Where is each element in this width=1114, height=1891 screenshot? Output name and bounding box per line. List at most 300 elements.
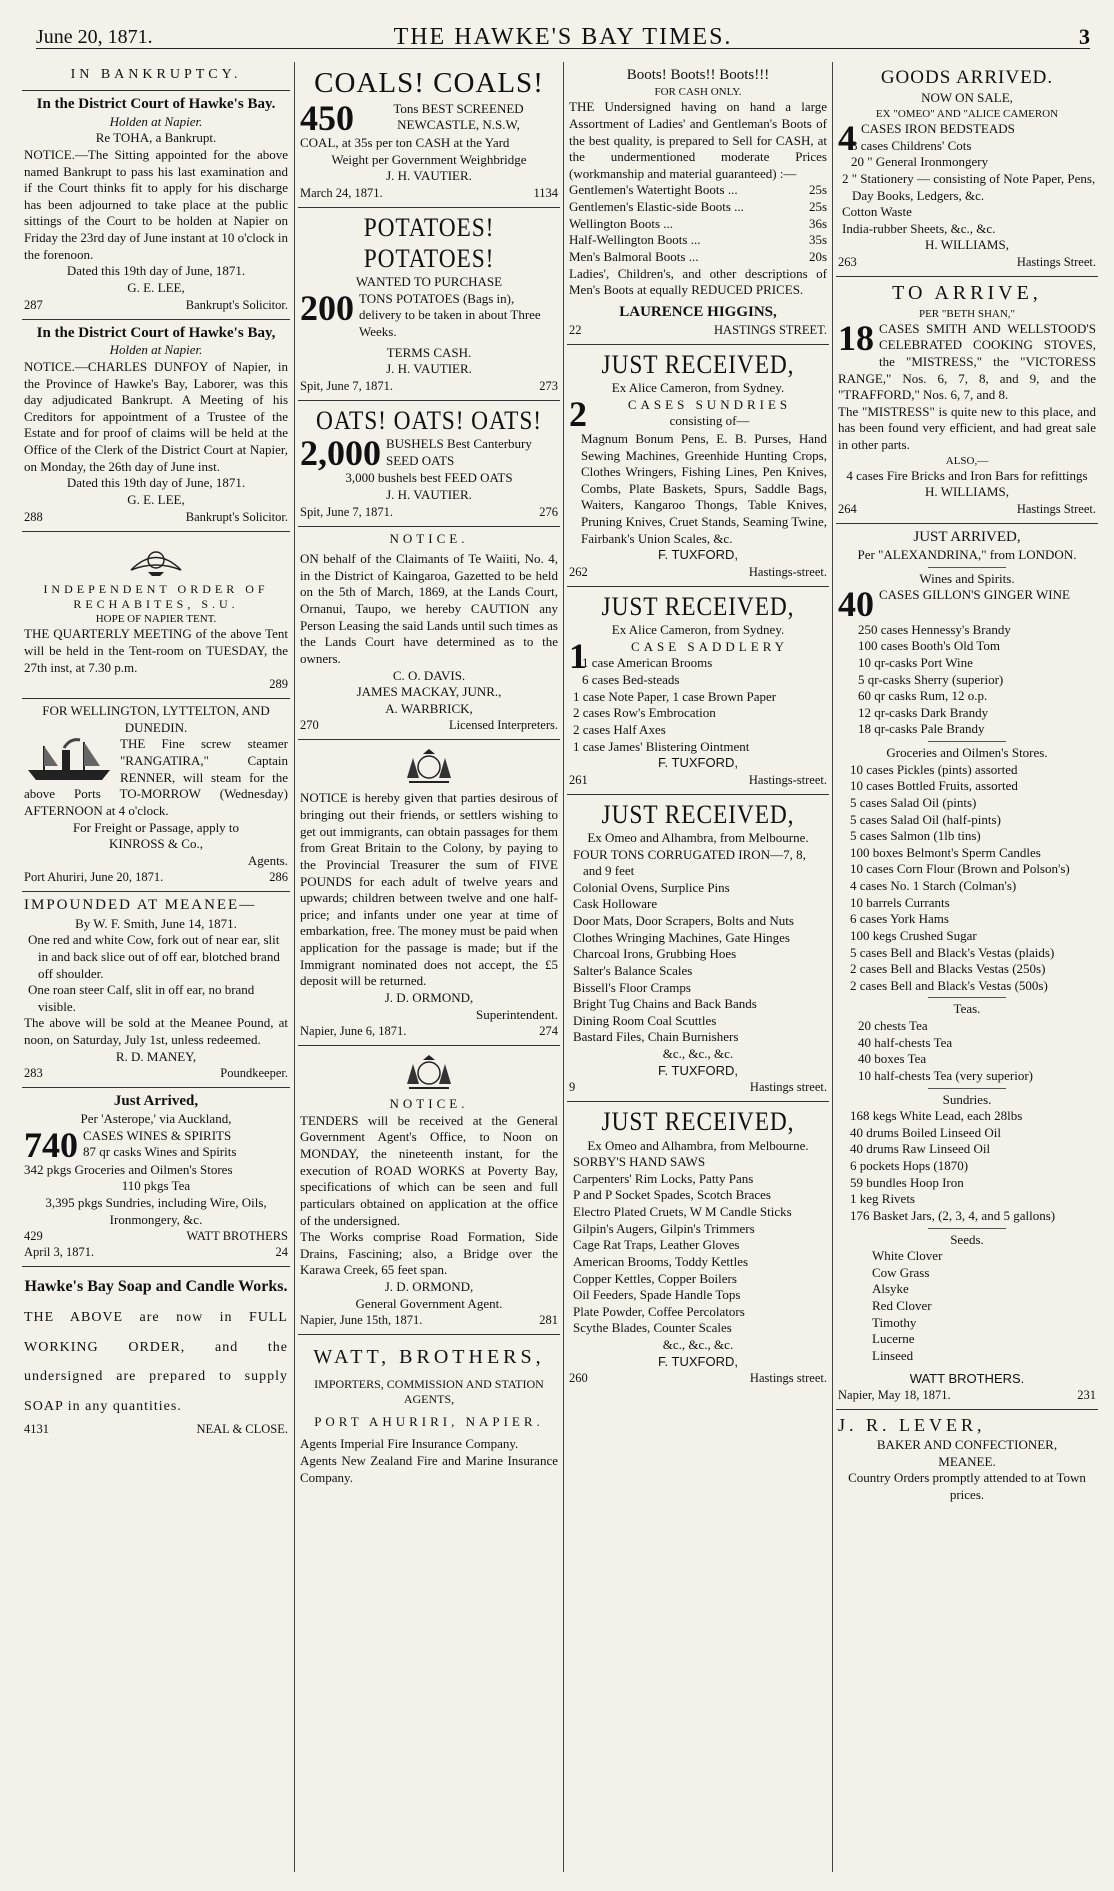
ad-text: TERMS CASH.: [386, 344, 472, 360]
ad-line: 3,395 pkgs Sundries, including Wire, Oils, Ironmongery, &c.: [45, 1195, 267, 1227]
baker-ad: [836, 1410, 1098, 1510]
ad-signer: F. TUXFORD,: [658, 547, 738, 563]
list-item: 10 half-chests Tea (very superior): [858, 1067, 1034, 1083]
list-item: 10 cases Bottled Fruits, assorted: [850, 778, 1018, 794]
list-item: SORBY'S HAND SAWS: [573, 1154, 706, 1170]
ad-signer: J. H. VAUTIER.: [386, 168, 472, 184]
item-list: [838, 1018, 1096, 1085]
item-name: Gentlemen's Watertight Boots ...: [569, 182, 738, 198]
ad-line: 87 qr casks Wines and Spirits: [83, 1144, 237, 1160]
ad-line: consisting of—: [669, 413, 750, 429]
list-item: 168 kegs White Lead, each 28lbs: [850, 1108, 1023, 1124]
ad-date: April 3, 1871.: [24, 1245, 95, 1260]
list-item: Oil Feeders, Spade Handle Tops: [573, 1287, 741, 1303]
impounded-notice: [22, 892, 290, 1088]
list-item: Salter's Balance Scales: [573, 962, 693, 978]
ad-subtitle: FOR CASH ONLY.: [654, 86, 742, 99]
ad-line: 342 pkgs Groceries and Oilmen's Stores: [24, 1161, 233, 1177]
ad-body: Magnum Bonum Pens, E. B. Purses, Hand Sewing Machines, Greenhide Hunting Crops, Clothes Wringers, Fishing Lines, Pen Knives, Combs, Plate Baskets, Spurs, Saddle Bags, Waiters, Kangaroo Thongs, Table Knives, Pruning Knives, Cruet Stands, Seaming Twine, Fairbank's Union Scales, &c.: [581, 430, 827, 546]
page-number: 3: [1079, 24, 1090, 49]
column-1: [22, 62, 290, 1872]
list-item: India-rubber Sheets, &c., &c.: [842, 220, 996, 236]
section-heading: Teas.: [953, 1001, 981, 1017]
ad-number: 1134: [533, 185, 558, 200]
list-item: 10 cases Pickles (pints) assorted: [850, 761, 1018, 777]
list-item: American Brooms, Toddy Kettles: [573, 1253, 749, 1269]
ad-date: Napier, June 15th, 1871.: [300, 1313, 423, 1328]
ad-number: 429: [24, 1229, 43, 1244]
ad-subtitle: By W. F. Smith, June 14, 1871.: [75, 915, 237, 931]
ad-title: NOTICE.: [389, 530, 469, 546]
royal-arms-icon: [399, 748, 459, 786]
list-item: Colonial Ovens, Surplice Pins: [573, 879, 730, 895]
ad-number: 264: [838, 502, 857, 517]
ad-line: Agents New Zealand Fire and Marine Insurance Company.: [300, 1452, 558, 1485]
ad-big-number: 200: [300, 287, 354, 328]
just-received-saws: [567, 1102, 829, 1392]
list-item: Copper Kettles, Copper Boilers: [573, 1270, 737, 1286]
ad-subtitle: BAKER AND CONFECTIONER,: [876, 1437, 1058, 1453]
price-row: [569, 249, 827, 266]
list-item: Bright Tug Chains and Back Bands: [573, 996, 757, 1012]
ad-signer: C. O. DAVIS.: [392, 667, 466, 683]
just-arrived-watt: [22, 1088, 290, 1267]
list-item: 5 cases Salad Oil (pints): [850, 794, 977, 810]
ad-number: 270: [300, 718, 319, 733]
just-received-sundries: [567, 345, 829, 587]
ad-date: Dated this 19th day of June, 1871.: [66, 263, 246, 279]
ad-signer: J. H. VAUTIER.: [386, 486, 472, 502]
list-item: 1 case American Brooms: [582, 655, 713, 671]
ad-title: Boots! Boots!! Boots!!!: [626, 67, 770, 83]
bankruptcy-heading: [22, 62, 290, 91]
ad-body: NOTICE.—CHARLES DUNFOY of Napier, in the Province of Hawke's Bay, Laborer, was this day adjudicated Bankrupt. A Meeting of his Creditors for appointment of a Trustee of the Estate and for proof of claims will be held at the Office of the Clerk of the District Court at Napier, on Monday, the 26th day of June inst.: [24, 358, 288, 474]
list-item: Clothes Wringing Machines, Gate Hinges: [573, 929, 790, 945]
ad-title: Hawke's Bay Soap and Candle Works.: [24, 1278, 288, 1296]
item-list: [838, 1248, 1096, 1364]
ad-signer: G. E. LEE,: [127, 491, 185, 507]
ad-subtitle: NOW ON SALE,: [921, 90, 1013, 106]
ad-signer: J. D. ORMOND,: [384, 989, 474, 1005]
ad-line: &c., &c., &c.: [662, 1046, 734, 1062]
item-list: [569, 1154, 827, 1337]
ad-line: CASES WINES & SPIRITS: [83, 1127, 232, 1143]
ad-address: PORT AHURIRI, NAPIER.: [314, 1413, 544, 1429]
ad-role: Superintendent.: [476, 1006, 558, 1022]
ad-number: 281: [539, 1313, 558, 1328]
list-item: Bissell's Floor Cramps: [573, 979, 691, 995]
item-list: [838, 1108, 1096, 1224]
list-item: 40 drums Raw Linseed Oil: [850, 1141, 991, 1157]
price-list: [569, 182, 827, 265]
item-price: 25s: [808, 199, 827, 215]
list-item: 10 barrels Currants: [850, 894, 950, 910]
list-item: 10 qr-casks Port Wine: [858, 654, 973, 670]
list-item: 5 cases Salad Oil (half-pints): [850, 811, 1001, 827]
ad-title: JUST RECEIVED,: [601, 591, 795, 621]
ad-big-number: 18: [838, 317, 874, 358]
ad-role: Licensed Interpreters.: [449, 718, 558, 733]
ad-subtitle: Holden at Napier.: [109, 342, 203, 358]
tenders-notice: [298, 1046, 560, 1335]
list-item: 100 cases Booth's Old Tom: [858, 638, 1001, 654]
ad-role: Poundkeeper.: [220, 1066, 288, 1081]
ad-subtitle: PER "BETH SHAN,": [918, 307, 1016, 320]
column-divider: [832, 62, 833, 1872]
boots-ad: [567, 62, 829, 345]
column-2: [298, 62, 560, 1872]
ad-number: 274: [539, 1024, 558, 1039]
ad-signer: F. TUXFORD,: [658, 755, 738, 771]
ad-date: Spit, June 7, 1871.: [300, 378, 394, 393]
ad-body: THE ABOVE are now in FULL WORKING ORDER, and the undersigned are prepared to supply SOAP in any quantities.: [24, 1310, 288, 1414]
section-title: IN BANKRUPTCY.: [70, 67, 242, 82]
ad-subtitle: Ex Omeo and Alhambra, from Melbourne.: [587, 829, 809, 845]
ad-title: NOTICE.: [389, 1096, 469, 1112]
list-item: Lucerne: [872, 1331, 915, 1347]
list-item: 1 keg Rivets: [850, 1191, 915, 1207]
price-row: [569, 216, 827, 233]
price-row: [569, 232, 827, 249]
ad-title: JUST RECEIVED,: [601, 349, 795, 379]
list-item: Dining Room Coal Scuttles: [573, 1012, 717, 1028]
ad-date: Dated this 19th day of June, 1871.: [66, 475, 246, 491]
ad-title: In the District Court of Hawke's Bay.: [36, 95, 276, 112]
list-item: 1 case James' Blistering Ointment: [573, 738, 750, 754]
ad-line: CASES SUNDRIES: [627, 396, 792, 412]
ad-body: TENDERS will be received at the General Government Agent's Office, to Noon on MONDAY, the nineteenth instant, for the execution of ROAD WORKS at Poverty Bay, specifications of which can be seen and full particulars obtained on application at the office of the undersigned.: [300, 1112, 558, 1228]
ad-number: 263: [838, 255, 857, 270]
ad-role: General Government Agent.: [355, 1295, 503, 1311]
ad-address: Hastings street.: [749, 1371, 827, 1386]
ad-line: Tons BEST SCREENED NEWCASTLE, N.S.W,: [393, 100, 524, 133]
column-divider: [294, 62, 295, 1872]
ad-address: Hastings Street.: [1016, 502, 1096, 517]
ad-signer: F. TUXFORD,: [658, 1353, 738, 1369]
ad-subtitle: Ex Alice Cameron, from Sydney.: [611, 622, 785, 638]
ad-signer: R. D. MANEY,: [115, 1048, 197, 1064]
item-price: 36s: [808, 215, 827, 231]
ad-signer: H. WILLIAMS,: [925, 237, 1009, 253]
list-item: 20 chests Tea: [858, 1018, 928, 1034]
list-item: 6 cases York Hams: [850, 911, 949, 927]
just-arrived-london: [836, 524, 1098, 1410]
ad-signer: JAMES MACKAY, JUNR.,: [356, 684, 502, 700]
coals-ad: [298, 62, 560, 208]
ad-number: 288: [24, 509, 43, 524]
ad-body: The Works comprise Road Formation, Side Drains, Fascining; also, a Bridge over the Karawa Creek, 65 feet span.: [300, 1229, 558, 1278]
ad-title: INDEPENDENT ORDER OF RECHABITES, S.U.: [43, 581, 269, 611]
ad-title: JUST RECEIVED,: [601, 1107, 795, 1137]
ad-subtitle: Ex Alice Cameron, from Sydney.: [611, 380, 785, 396]
ad-big-number: 2,000: [300, 433, 381, 474]
list-item: Electro Plated Cruets, W M Candle Sticks: [573, 1204, 792, 1220]
ad-number: 287: [24, 297, 43, 312]
ad-title: JUST ARRIVED,: [913, 529, 1021, 546]
ad-signer: F. TUXFORD,: [658, 1062, 738, 1078]
watt-brothers-ad: [298, 1335, 560, 1492]
item-name: Wellington Boots ...: [569, 215, 674, 231]
ad-big-number: 40: [838, 584, 874, 625]
ad-subtitle: Per 'Asterope,' via Auckland,: [80, 1111, 232, 1127]
list-item: 40 boxes Tea: [858, 1051, 927, 1067]
potatoes-ad: [298, 208, 560, 401]
item-name: Half-Wellington Boots ...: [569, 232, 701, 248]
list-item: Charcoal Irons, Grubbing Hoes: [573, 946, 737, 962]
ad-number: 260: [569, 1371, 588, 1386]
ad-line: CASE SADDLERY: [630, 638, 789, 654]
list-item: Alsyke: [872, 1281, 909, 1297]
newspaper-title: THE HAWKE'S BAY TIMES.: [393, 24, 733, 50]
list-item: FOUR TONS CORRUGATED IRON—7, 8, and 9 feet: [573, 846, 806, 879]
court-notice-toha: [22, 91, 290, 320]
list-item: 6 cases Bed-steads: [582, 672, 680, 688]
list-item: 2 cases Half Axes: [573, 721, 666, 737]
caution-notice: [298, 527, 560, 741]
ad-number: 262: [569, 564, 588, 579]
ad-title: OATS! OATS! OATS!: [316, 405, 542, 435]
ad-text: For Freight or Passage, apply to: [72, 819, 240, 835]
ad-title: IMPOUNDED AT MEANEE—: [24, 897, 257, 914]
ad-date: March 24, 1871.: [300, 185, 383, 200]
list-item: 2 " Stationery — consisting of Note Paper, Pens, Day Books, Ledgers, &c.: [842, 170, 1096, 203]
ad-line: CASES IRON BEDSTEADS: [861, 121, 1015, 137]
ad-line: ALSO,—: [945, 454, 989, 467]
ad-title: In the District Court of Hawke's Bay,: [36, 324, 276, 341]
list-item: 59 bundles Hoop Iron: [850, 1174, 964, 1190]
list-item: 2 cases Bell and Blacks Vestas (250s): [850, 961, 1046, 977]
list-item: One red and white Cow, fork out of near ear, slit in and back slice out of off ear, blotched brand off shoulder.: [28, 932, 280, 981]
list-item: Red Clover: [872, 1298, 932, 1314]
ad-signer: WATT BROTHERS.: [909, 1370, 1025, 1386]
price-row: [569, 199, 827, 216]
ad-number: 283: [24, 1066, 43, 1081]
section-heading: Wines and Spirits.: [919, 570, 1015, 586]
column-3: [567, 62, 829, 1872]
list-item: 60 qr casks Rum, 12 o.p.: [858, 688, 988, 704]
ad-signer: NEAL & CLOSE.: [196, 1421, 288, 1436]
ad-title: JUST RECEIVED,: [601, 799, 795, 829]
list-item: 4 cases No. 1 Starch (Colman's): [850, 878, 1017, 894]
ad-line: &c., &c., &c.: [662, 1337, 734, 1353]
list-item: 20 " General Ironmongery: [851, 154, 989, 170]
ad-body: CASES SMITH AND WELLSTOOD'S CELEBRATED COOKING STOVES, the "MISTRESS," the "VICTORESS RANGE," Nos. 6, 7, 8, and 9, and the "TRAFFORD," Nos. 6, 7, and 8.: [838, 320, 1096, 403]
list-item: 2 cases Row's Embrocation: [573, 705, 716, 721]
list-item: 100 boxes Belmont's Sperm Candles: [850, 844, 1041, 860]
ad-signer: J. H. VAUTIER.: [386, 361, 472, 377]
ad-body: ON behalf of the Claimants of Te Waiiti, No. 4, in the District of Kaingaroa, Gazetted to be held on the 5th of March, 1869, at the Lands Court, Ornanui, Taupo, we hereby CAUTION any Person Leasing the said Lands until such times as the Lands Court have determined as to the owners.: [300, 551, 558, 666]
issue-date: June 20, 1871.: [36, 26, 153, 48]
ad-big-number: 740: [24, 1124, 78, 1165]
ad-signer: A. WARBRICK,: [385, 700, 473, 716]
list-item: 6 pockets Hops (1870): [850, 1158, 969, 1174]
ad-title: J. R. LEVER,: [838, 1415, 986, 1436]
list-item: Bastard Files, Chain Burnishers: [573, 1029, 739, 1045]
item-price: 20s: [808, 248, 827, 264]
ad-role: Bankrupt's Solicitor.: [185, 297, 288, 312]
ad-address: HASTINGS STREET.: [714, 322, 827, 337]
ad-body: THE Undersigned having on hand a large Assortment of Ladies' and Gentleman's Boots of the best quality, is prepared to Sell for CASH, at the undermentioned moderate Prices (workmanship and material guaranteed) :—: [569, 99, 827, 181]
list-item: Scythe Blades, Counter Scales: [573, 1320, 732, 1336]
column-divider: [563, 62, 564, 1872]
ad-line: 4 cases Fire Bricks and Iron Bars for refittings: [846, 467, 1088, 483]
ad-subtitle: Per "ALEXANDRINA," from LONDON.: [857, 547, 1077, 563]
ad-signer: J. D. ORMOND,: [384, 1279, 474, 1295]
list-item: 40 half-chests Tea: [858, 1034, 953, 1050]
list-item: White Clover: [872, 1248, 943, 1264]
ad-address: Hastings-street.: [748, 564, 827, 579]
steamship-icon: [24, 736, 114, 784]
ad-title: FOR WELLINGTON, LYTTELTON, AND DUNEDIN.: [42, 703, 270, 735]
ad-number: 24: [275, 1245, 288, 1260]
ad-title: Just Arrived,: [113, 1093, 199, 1110]
ad-body: THE Fine screw steamer "RANGATIRA," Captain RENNER, will steam for the above Ports TO-MORROW (Wednesday) AFTERNOON at 4 o'clock.: [24, 736, 288, 818]
section-heading: Groceries and Oilmen's Stores.: [886, 745, 1048, 761]
soap-works-ad: [22, 1267, 290, 1443]
list-item: 40 drums Boiled Linseed Oil: [850, 1124, 1001, 1140]
item-name: Gentlemen's Elastic-side Boots ...: [569, 199, 744, 215]
ad-title: WATT, BROTHERS,: [313, 1346, 545, 1369]
ad-body: THE QUARTERLY MEETING of the above Tent will be held in the Tent-room on TUESDAY, the 27th inst, at 7.30 p.m.: [24, 626, 288, 675]
steamer-notice: [22, 699, 290, 892]
ad-body: Country Orders promptly attended to at Town prices.: [848, 1470, 1086, 1503]
list-item: Carpenters' Rim Locks, Patty Pans: [573, 1170, 754, 1186]
ad-body: The "MISTRESS" is quite new to this place, and has been found very efficient, and had great sale in other parts.: [838, 403, 1096, 453]
ad-date: Napier, June 6, 1871.: [300, 1024, 407, 1039]
list-item: Cotton Waste: [842, 204, 912, 220]
ad-role: Agents.: [247, 852, 288, 868]
ad-number: 276: [539, 504, 558, 519]
ad-number: 9: [569, 1080, 576, 1095]
ad-date: Port Ahuriri, June 20, 1871.: [24, 870, 164, 885]
to-arrive-ad: [836, 277, 1098, 524]
ad-body: NOTICE.—The Sitting appointed for the above named Bankrupt to pass his last examination and if the Court thinks fit to apply for his discharge has been adjourned to take place at the public sittings of the Court to be holden at Napier on Friday the 23rd day of June instant at 10 o'clock in the forenoon.: [24, 146, 288, 262]
masthead: [36, 18, 1090, 49]
list-item: Cask Holloware: [573, 896, 658, 912]
item-list: [569, 655, 827, 755]
list-item: 100 kegs Crushed Sugar: [850, 927, 977, 943]
list-item: 5 qr-casks Sherry (superior): [858, 671, 1004, 687]
list-item: Cow Grass: [872, 1264, 930, 1280]
immigration-notice: [298, 740, 560, 1046]
ad-line: COAL, at 35s per ton CASH at the Yard: [300, 134, 510, 150]
item-price: 25s: [808, 182, 827, 198]
oats-ad: [298, 401, 560, 527]
ad-body: The above will be sold at the Meanee Pound, at noon, on Saturday, July 1st, unless redeemed.: [24, 1015, 288, 1048]
ad-line: CASES GILLON'S GINGER WINE: [879, 587, 1070, 603]
item-list: [569, 847, 827, 1047]
ad-number: 286: [269, 870, 288, 885]
list-item: Door Mats, Door Scrapers, Bolts and Nuts: [573, 913, 794, 929]
list-item: 10 cases Corn Flour (Brown and Polson's): [850, 861, 1070, 877]
list-item: Gilpin's Augers, Gilpin's Trimmers: [573, 1220, 755, 1236]
item-list: [838, 762, 1096, 995]
list-item: Plate Powder, Coffee Percolators: [573, 1303, 745, 1319]
ad-subtitle: Holden at Napier.: [109, 113, 203, 129]
list-item: 18 qr-casks Pale Brandy: [858, 721, 985, 737]
ad-signer: KINROSS & Co.,: [109, 836, 203, 852]
emblem-icon: [126, 540, 186, 578]
ad-date: Spit, June 7, 1871.: [300, 504, 394, 519]
list-item: 5 cases Salmon (1lb tins): [850, 828, 981, 844]
ad-subtitle: IMPORTERS, COMMISSION AND STATION AGENTS,: [314, 1376, 544, 1407]
ad-number: 4131: [24, 1421, 49, 1436]
price-row: [569, 182, 827, 199]
list-item: One roan steer Calf, slit in off ear, no brand visible.: [28, 982, 255, 1014]
ad-line: 3,000 bushels best FEED OATS: [345, 470, 513, 486]
item-name: Men's Balmoral Boots ...: [569, 248, 699, 264]
ad-subtitle: HOPE OF NAPIER TENT.: [95, 613, 217, 626]
ad-big-number: 2: [569, 393, 587, 434]
ad-big-number: 4: [838, 118, 856, 159]
ad-title: COALS! COALS!: [314, 67, 544, 99]
column-4: [836, 62, 1098, 1872]
list-item: 2 cases Bell and Black's Vestas (500s): [850, 977, 1048, 993]
list-item: 3 cases Childrens' Cots: [851, 137, 972, 153]
ad-subtitle: EX "OMEO" AND "ALICE CAMERON: [875, 107, 1059, 120]
list-item: Cage Rat Traps, Leather Gloves: [573, 1237, 740, 1253]
ad-title: GOODS ARRIVED.: [880, 67, 1054, 88]
item-list: [838, 138, 1096, 238]
list-item: 1 case Note Paper, 1 case Brown Paper: [573, 688, 777, 704]
ad-signer: H. WILLIAMS,: [925, 484, 1009, 500]
ad-address: Hastings street.: [749, 1080, 827, 1095]
ad-line: Agents Imperial Fire Insurance Company.: [300, 1436, 519, 1452]
list-item: 12 qr-casks Dark Brandy: [858, 704, 989, 720]
ad-date: Napier, May 18, 1871.: [838, 1388, 951, 1403]
ad-address: Hastings-street.: [748, 772, 827, 787]
ad-title: TO ARRIVE,: [892, 282, 1042, 305]
ad-subtitle: WANTED TO PURCHASE: [355, 274, 503, 290]
ad-number: 273: [539, 378, 558, 393]
royal-arms-icon: [399, 1054, 459, 1092]
rechabites-notice: [22, 532, 290, 700]
list-item: P and P Socket Spades, Scotch Braces: [573, 1187, 771, 1203]
list-item: 250 cases Hennessy's Brandy: [858, 621, 1011, 637]
court-notice-dunfoy: [22, 320, 290, 532]
ad-body: NOTICE is hereby given that parties desirous of bringing out their friends, or settlers wishing to get out immigrants, can obtain passages for them from Great Britain to the Colony, by paying to the Provincial Treasurer the sum of FIVE POUNDS for each adult of twelve years and upwards; children between twelve and one half-price; and infants under one year at time of embarkation, free. The money must be paid when application for the passage is made; but if the Immigrant nominated does not accept, the £5 deposit will be returned.: [300, 790, 558, 989]
just-received-saddlery: [567, 587, 829, 795]
list-item: Timothy: [872, 1314, 917, 1330]
ad-address: Hastings Street.: [1016, 255, 1096, 270]
list-item: Linseed: [872, 1347, 914, 1363]
ad-address: MEANEE.: [938, 1453, 996, 1469]
ad-re: Re TOHA, a Bankrupt.: [95, 130, 217, 146]
ad-signer: WATT BROTHERS: [186, 1229, 288, 1244]
ad-subtitle: Ex Omeo and Alhambra, from Melbourne.: [587, 1137, 809, 1153]
item-price: 35s: [808, 232, 827, 248]
ad-signer: LAURENCE HIGGINS,: [619, 303, 777, 320]
ad-big-number: 1: [569, 635, 587, 676]
ad-line: TONS POTATOES (Bags in), delivery to be taken in about Three Weeks.: [359, 290, 541, 340]
ad-title: POTATOES! POTATOES!: [363, 212, 495, 274]
ad-body: Ladies', Children's, and other descriptions of Men's Boots at equally REDUCED PRICES.: [569, 265, 827, 298]
section-heading: Seeds.: [950, 1231, 984, 1247]
just-received-iron: [567, 795, 829, 1103]
goods-arrived-ad: [836, 62, 1098, 277]
ad-big-number: 450: [300, 97, 354, 138]
ad-number: 22: [569, 322, 582, 337]
item-list: [838, 622, 1096, 738]
ad-number: 231: [1077, 1388, 1096, 1403]
ad-signer: G. E. LEE,: [127, 279, 185, 295]
ad-line: 110 pkgs Tea: [121, 1178, 191, 1194]
ad-line: Weight per Government Weighbridge: [331, 151, 527, 167]
ad-line: BUSHELS Best Canterbury SEED OATS: [386, 436, 532, 468]
section-heading: Sundries.: [942, 1091, 992, 1107]
list-item: 5 cases Bell and Black's Vestas (plaids): [850, 944, 1055, 960]
ad-role: Bankrupt's Solicitor.: [185, 509, 288, 524]
